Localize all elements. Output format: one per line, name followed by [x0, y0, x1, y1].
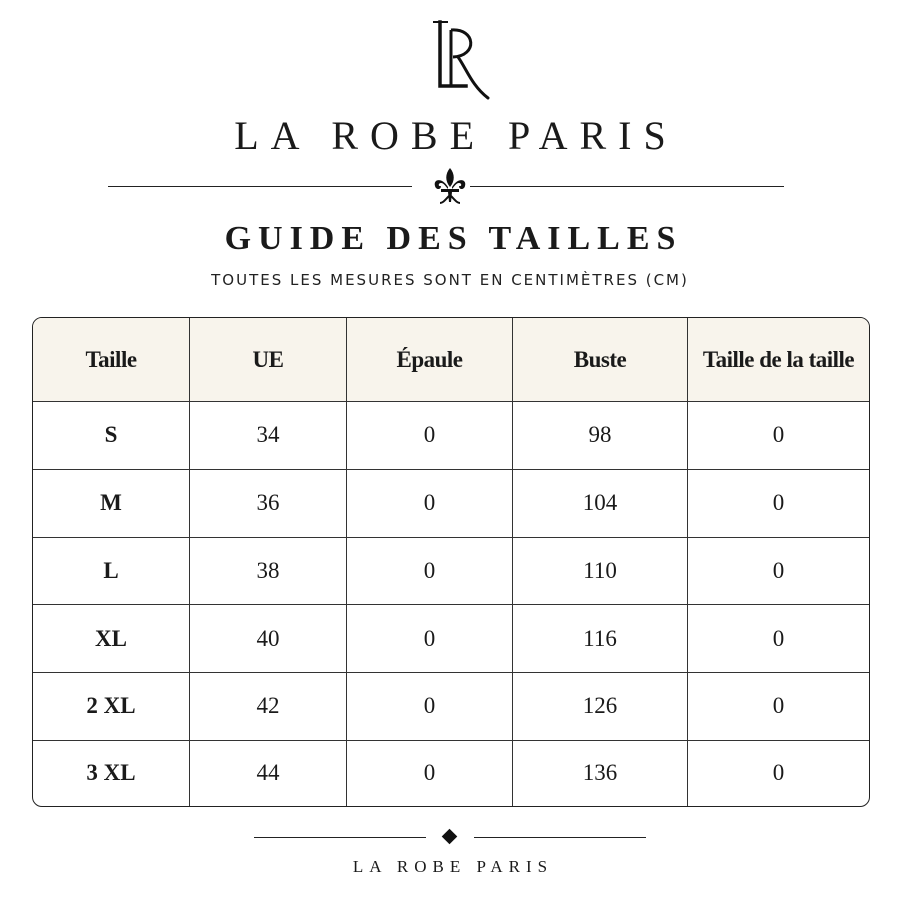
- cell-ue: 38: [190, 538, 347, 606]
- cell-size: 3 XL: [33, 741, 190, 806]
- cell-buste: 98: [513, 402, 688, 470]
- cell-ue: 42: [190, 673, 347, 741]
- cell-epaule: 0: [347, 538, 513, 606]
- cell-taille: 0: [688, 673, 869, 741]
- cell-ue: 34: [190, 402, 347, 470]
- cell-buste: 104: [513, 470, 688, 538]
- cell-epaule: 0: [347, 402, 513, 470]
- cell-size: 2 XL: [33, 673, 190, 741]
- cell-taille: 0: [688, 402, 869, 470]
- footer-divider-left: [254, 837, 426, 838]
- cell-ue: 40: [190, 605, 347, 673]
- brand-name: LA ROBE PARIS: [234, 113, 678, 158]
- cell-ue: 36: [190, 470, 347, 538]
- divider-right: [470, 186, 784, 187]
- cell-taille: 0: [688, 538, 869, 606]
- cell-taille: 0: [688, 605, 869, 673]
- cell-taille: 0: [688, 470, 869, 538]
- size-chart-table: [32, 317, 870, 807]
- cell-epaule: 0: [347, 673, 513, 741]
- table-row: [33, 605, 869, 673]
- cell-taille: 0: [772, 760, 785, 786]
- cell-size: XL: [33, 605, 190, 673]
- header-buste: Buste: [513, 318, 688, 402]
- guide-title: GUIDE DES TAILLES: [224, 220, 683, 257]
- cell-epaule: 0: [347, 741, 513, 806]
- cell-size: S: [33, 402, 190, 470]
- footer-divider-right: [474, 837, 646, 838]
- table-row: [33, 470, 869, 538]
- cell-buste: 116: [513, 605, 688, 673]
- cell-buste: 136: [513, 741, 688, 806]
- cell-buste: 126: [513, 673, 688, 741]
- table-header-row: [33, 318, 869, 402]
- divider-left: [108, 186, 412, 187]
- diamond-icon: [442, 829, 458, 845]
- cell-ue: 44: [190, 741, 347, 806]
- table-row: [33, 402, 869, 470]
- table-row: [33, 673, 869, 741]
- cell-epaule: 0: [347, 470, 513, 538]
- table-row: [33, 741, 869, 806]
- fleur-de-lis-icon: [426, 166, 474, 206]
- table-row: [33, 538, 869, 606]
- header-taille-de-la-taille: Taille de la taille: [688, 318, 869, 402]
- guide-subtitle: TOUTES LES MESURES SONT EN CENTIMÈTRES (CM): [211, 271, 689, 289]
- cell-size: L: [33, 538, 190, 606]
- cell-epaule: 0: [347, 605, 513, 673]
- cell-buste: 110: [513, 538, 688, 606]
- header-taille: Taille: [33, 318, 190, 402]
- lr-monogram-logo: [0, 8, 900, 108]
- header-epaule: Épaule: [347, 318, 513, 402]
- cell-size: M: [33, 470, 190, 538]
- footer-brand: LA ROBE PARIS: [352, 857, 554, 876]
- header-ue: UE: [190, 318, 347, 402]
